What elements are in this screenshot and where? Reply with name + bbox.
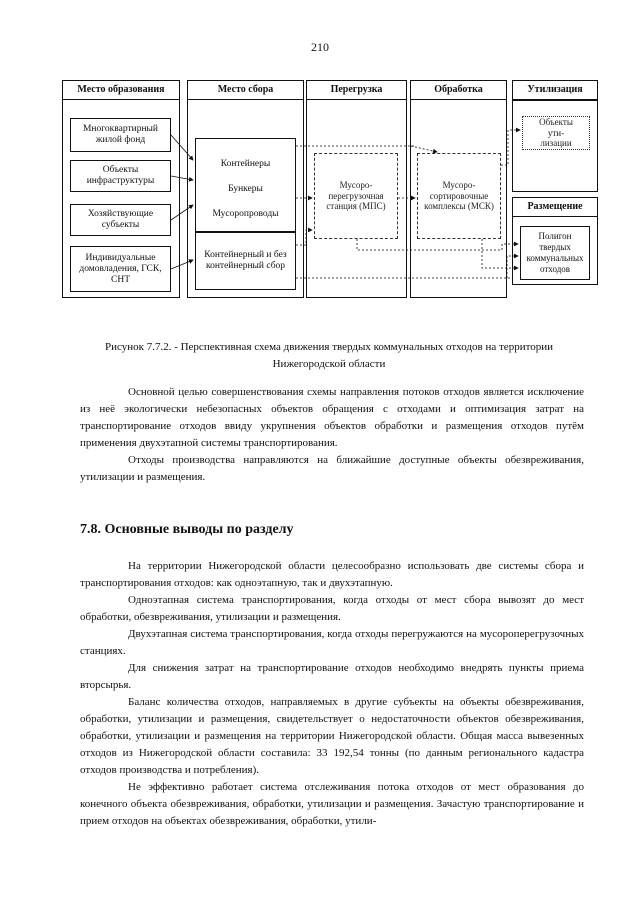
origin-item-households: Индивидуальные домовладения, ГСК, СНТ [70,246,171,292]
collection-item-bunkers: Бункеры [228,183,263,194]
paragraph: Для снижения затрат на транспортирование отходов необходимо внедрять пункты приема вторсырья. [80,662,584,691]
waste-flow-diagram [62,80,598,308]
header-processing: Обработка [410,80,507,100]
collection-container-mode: Контейнерный и без контейнерный сбор [195,232,296,290]
paragraph: Двухэтапная система транспортирования, когда отходы перегружаются на мусороперегрузочных станциях. [80,628,584,657]
page-number: 210 [311,40,329,54]
section-title: 7.8. Основные выводы по разделу [80,522,294,537]
landfill: Полигон твердых коммунальных отходов [520,226,590,280]
paragraph: На территории Нижегородской области целесообразно использовать две системы сбора и транспортирования отходов: как одноэтапную, так и двухэтапную. [80,560,584,589]
origin-item-businesses: Хозяйствующие субъекты [70,204,171,236]
processing-complex: Мусоро- сортировочные комплексы (МСК) [417,153,501,239]
header-utilization: Утилизация [512,80,598,100]
flow-arrows [62,80,598,308]
paragraph: Отходы производства направляются на ближайшие доступные объекты обезвреживания, утилизации и размещения. [80,454,584,483]
figure-caption: Рисунок 7.7.2. - Перспективная схема движения твердых коммунальных отходов на территории Нижегородской области [104,341,554,370]
body-text-top [80,384,584,486]
header-origin: Место образования [62,80,180,100]
utilization-objects: Объекты ути- лизации [522,116,590,150]
header-collection: Место сбора [187,80,304,100]
transfer-station: Мусоро- перегрузочная станция (МПС) [314,153,398,239]
header-transfer: Перегрузка [306,80,407,100]
paragraph: Не эффективно работает система отслеживания потока отходов от мест образования до конечного объекта обезвреживания, обработки, утилизации и размещения. Зачастую транспортирование и прием отходов на объектах обезвреживания, обработки, утили- [80,781,584,827]
paragraph: Одноэтапная система транспортирования, когда отходы от мест сбора вывозят до мест обработки, обезвреживания, утилизации и размещения. [80,594,584,623]
collection-item-chutes: Мусоропроводы [212,208,279,219]
paragraph: Основной целью совершенствования схемы направления потоков отходов является исключение из неё экологически небезопасных объектов обращения с отходами и оптимизация затрат на транспортирование отходов ввиду укрупнения объектов обработки и размещения отходов путём применения двухэтапной системы транспортирования. [80,386,584,449]
header-placement: Размещение [512,197,598,217]
paragraph: Баланс количества отходов, направляемых в другие субъекты на объекты обезвреживания, обработки, утилизации и размещения, свидетельствует о недостаточности объектов обезвреживания, обработки, утилизации и размещения на территории Нижегородской области. Общая масса вывезенных отходов из Нижегородской области составила: 33 192,54 тонны (по данным регионального кадастра отходов производства и потребления). [80,696,584,776]
collection-item-containers: Контейнеры [220,158,271,169]
origin-item-infrastructure: Объекты инфраструктуры [70,160,171,192]
body-text-section [80,558,584,830]
origin-item-apartments: Многоквартирный жилой фонд [70,118,171,152]
